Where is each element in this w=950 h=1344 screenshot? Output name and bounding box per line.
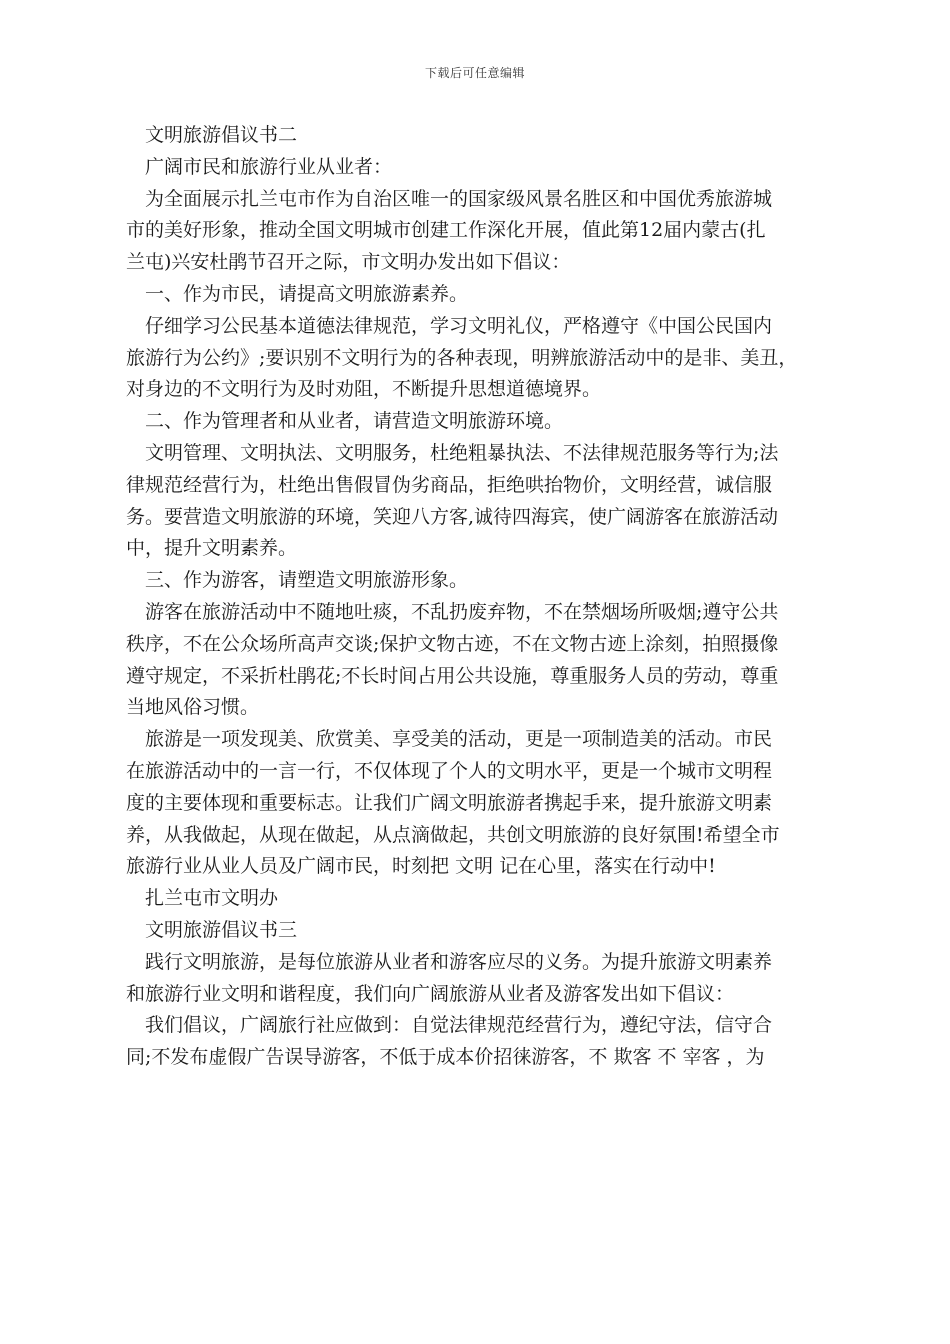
text-line: 广阔市民和旅游行业从业者： — [145, 155, 393, 178]
paragraph — [145, 406, 813, 438]
text-line: 仔细学习公民基本道德法律规范，学习文明礼仪，严格遵守《中国公民国内 — [145, 314, 773, 337]
text-line: 务。要营造文明旅游的环境，笑迎八方客,诚待四海宾，使广阔游客在旅游活动 — [126, 505, 779, 528]
text-line: 和旅游行业文明和谐程度，我们向广阔旅游从业者及游客发出如下倡议： — [126, 982, 735, 1005]
text-line: 二、作为管理者和从业者，请营造文明旅游环境。 — [145, 410, 564, 433]
page-header: 下载后可任意编辑 — [424, 66, 525, 80]
text-line: 在旅游活动中的一言一行，不仅体现了个人的文明水平，更是一个城市文明程 — [126, 759, 773, 782]
text-line: 我们倡议，广阔旅行社应做到：自觉法律规范经营行为，遵纪守法，信守合 — [145, 1014, 773, 1037]
paragraph — [145, 565, 813, 597]
text-line: 一、作为市民，请提高文明旅游素养。 — [145, 282, 469, 305]
text-line: 三、作为游客，请塑造文明旅游形象。 — [145, 569, 469, 592]
paragraph — [126, 1010, 813, 1074]
text-line: 文明旅游倡议书三 — [145, 918, 298, 941]
text-line: 中，提升文明素养。 — [126, 537, 298, 560]
text-line: 游客在旅游活动中不随地吐痰，不乱扔废弃物，不在禁烟场所吸烟;遵守公共 — [145, 600, 779, 623]
text-line: 旅游行业从业人员及广阔市民，时刻把 文明 记在心里，落实在行动中! — [126, 855, 716, 878]
text-line: 兰屯)兴安杜鹃节召开之际，市文明办发出如下倡议： — [126, 251, 571, 274]
text-line: 秩序，不在公众场所高声交谈;保护文物古迹，不在文物古迹上涂刻，拍照摄像 — [126, 632, 779, 655]
text-line: 文明管理、文明执法、文明服务，杜绝粗暴执法、不法律规范服务等行为;法 — [145, 441, 779, 464]
paragraph — [145, 883, 813, 915]
paragraph — [126, 438, 813, 565]
text-line: 旅游行为公约》;要识别不文明行为的各种表现，明辨旅游活动中的是非、美丑， — [126, 346, 798, 369]
text-line: 市的美好形象，推动全国文明城市创建工作深化开展，值此第12届内蒙古(扎 — [126, 219, 766, 242]
paragraph — [126, 597, 813, 724]
text-line: 践行文明旅游，是每位旅游从业者和游客应尽的义务。为提升旅游文明素养 — [145, 950, 773, 973]
text-line: 扎兰屯市文明办 — [145, 887, 279, 910]
paragraph — [145, 152, 813, 184]
text-line: 对身边的不文明行为及时劝阻，不断提升思想道德境界。 — [126, 378, 602, 401]
paragraph — [145, 915, 813, 947]
paragraph — [126, 724, 813, 883]
text-line: 养，从我做起，从现在做起，从点滴做起，共创文明旅游的良好氛围!希望全市 — [126, 823, 780, 846]
text-line: 文明旅游倡议书二 — [145, 124, 298, 146]
text-line: 当地风俗习惯。 — [126, 696, 260, 719]
paragraph — [145, 120, 813, 152]
text-line: 旅游是一项发现美、欣赏美、享受美的活动，更是一项制造美的活动。市民 — [145, 728, 773, 751]
text-line: 为全面展示扎兰屯市作为自治区唯一的国家级风景名胜区和中国优秀旅游城 — [145, 187, 773, 210]
text-line: 度的主要体现和重要标志。让我们广阔文明旅游者携起手来，提升旅游文明素 — [126, 791, 773, 814]
text-line: 同;不发布虚假广告误导游客，不低于成本价招徕游客，不 欺客 不 宰客 ，为 — [126, 1046, 765, 1069]
text-line: 遵守规定，不采折杜鹃花;不长时间占用公共设施，尊重服务人员的劳动，尊重 — [126, 664, 779, 687]
paragraph — [145, 279, 813, 311]
paragraph — [126, 947, 813, 1011]
paragraph — [126, 184, 813, 279]
document-body — [126, 120, 813, 1074]
text-line: 律规范经营行为，杜绝出售假冒伪劣商品，拒绝哄抬物价，文明经营，诚信服 — [126, 473, 773, 496]
paragraph — [126, 311, 813, 406]
